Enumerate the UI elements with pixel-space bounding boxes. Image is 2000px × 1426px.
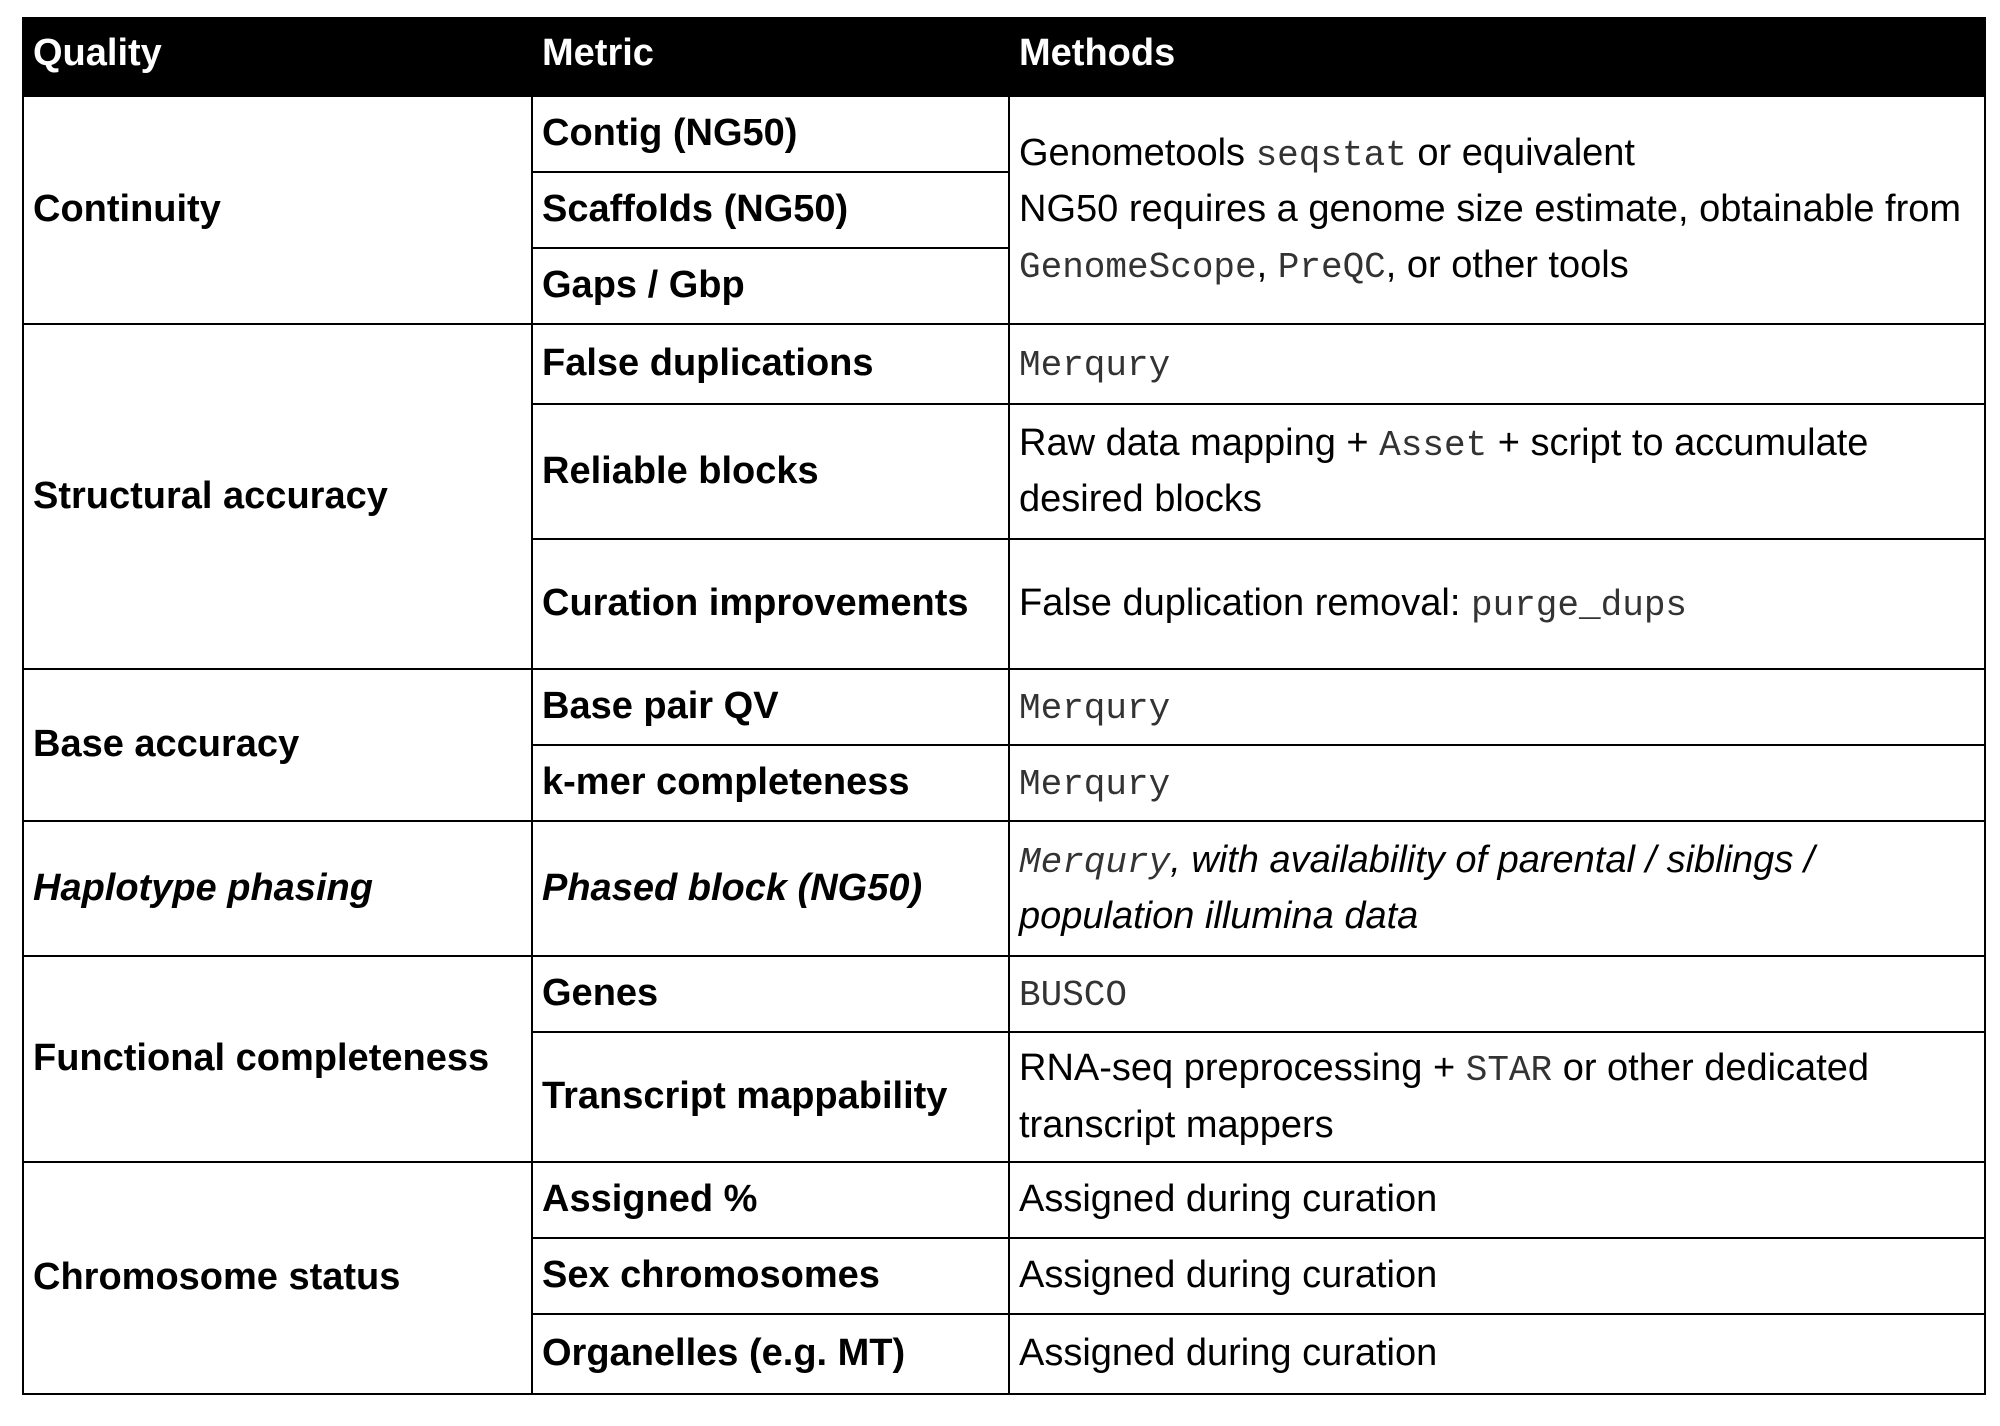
method-curation-improvements: False duplication removal: purge_dups xyxy=(1009,539,1985,669)
metric-contig-ng50: Contig (NG50) xyxy=(532,96,1009,172)
header-metric: Metric xyxy=(532,18,1009,96)
code-merqury: Merqury xyxy=(1019,344,1171,386)
code-star: STAR xyxy=(1465,1050,1553,1092)
metric-transcript-mappability: Transcript mappability xyxy=(532,1032,1009,1162)
code-genomescope: GenomeScope xyxy=(1019,246,1257,288)
quality-structural-accuracy: Structural accuracy xyxy=(23,324,532,669)
method-reliable-blocks: Raw data mapping + Asset + script to accumulate desired blocks xyxy=(1009,404,1985,539)
method-transcript-mappability: RNA-seq preprocessing + STAR or other dedicated transcript mappers xyxy=(1009,1032,1985,1162)
metric-scaffolds-ng50: Scaffolds (NG50) xyxy=(532,172,1009,248)
code-busco: BUSCO xyxy=(1019,974,1128,1016)
metric-phased-block-ng50: Phased block (NG50) xyxy=(532,821,1009,956)
quality-metrics-table xyxy=(22,17,1986,1395)
quality-functional-completeness: Functional completeness xyxy=(23,956,532,1162)
metric-sex-chromosomes: Sex chromosomes xyxy=(532,1238,1009,1314)
method-continuity: Genometools seqstat or equivalent NG50 requires a genome size estimate, obtainable from GenomeScope, PreQC, or other tools xyxy=(1009,96,1985,324)
table-row xyxy=(23,1162,1985,1238)
method-sex-chromosomes: Assigned during curation xyxy=(1009,1238,1985,1314)
quality-chromosome-status: Chromosome status xyxy=(23,1162,532,1394)
method-genes xyxy=(1009,956,1985,1032)
header-methods: Methods xyxy=(1009,18,1985,96)
metric-assigned-percent: Assigned % xyxy=(532,1162,1009,1238)
metric-kmer-completeness: k-mer completeness xyxy=(532,745,1009,821)
metric-base-pair-qv: Base pair QV xyxy=(532,669,1009,745)
table-row xyxy=(23,96,1985,172)
quality-continuity: Continuity xyxy=(23,96,532,324)
metric-false-duplications: False duplications xyxy=(532,324,1009,404)
table-row xyxy=(23,669,1985,745)
quality-haplotype-phasing: Haplotype phasing xyxy=(23,821,532,956)
code-purge-dups: purge_dups xyxy=(1471,584,1688,626)
table-row xyxy=(23,324,1985,404)
code-seqstat: seqstat xyxy=(1255,135,1407,177)
method-assigned-percent: Assigned during curation xyxy=(1009,1162,1985,1238)
header-quality: Quality xyxy=(23,18,532,96)
code-asset: Asset xyxy=(1379,424,1488,466)
method-kmer-completeness xyxy=(1009,745,1985,821)
code-merqury: Merqury xyxy=(1019,687,1171,729)
method-false-duplications xyxy=(1009,324,1985,404)
code-merqury: Merqury xyxy=(1019,763,1171,805)
code-preqc: PreQC xyxy=(1277,246,1386,288)
method-base-pair-qv xyxy=(1009,669,1985,745)
metric-reliable-blocks: Reliable blocks xyxy=(532,404,1009,539)
code-merqury: Merqury xyxy=(1019,841,1171,883)
metric-gaps-gbp: Gaps / Gbp xyxy=(532,248,1009,324)
table-row xyxy=(23,956,1985,1032)
metric-organelles: Organelles (e.g. MT) xyxy=(532,1314,1009,1394)
metric-curation-improvements: Curation improvements xyxy=(532,539,1009,669)
quality-base-accuracy: Base accuracy xyxy=(23,669,532,821)
method-phased-block: Merqury, with availability of parental / siblings / population illumina data xyxy=(1009,821,1985,956)
table-row xyxy=(23,821,1985,956)
metric-genes: Genes xyxy=(532,956,1009,1032)
method-organelles: Assigned during curation xyxy=(1009,1314,1985,1394)
header-row xyxy=(23,18,1985,96)
